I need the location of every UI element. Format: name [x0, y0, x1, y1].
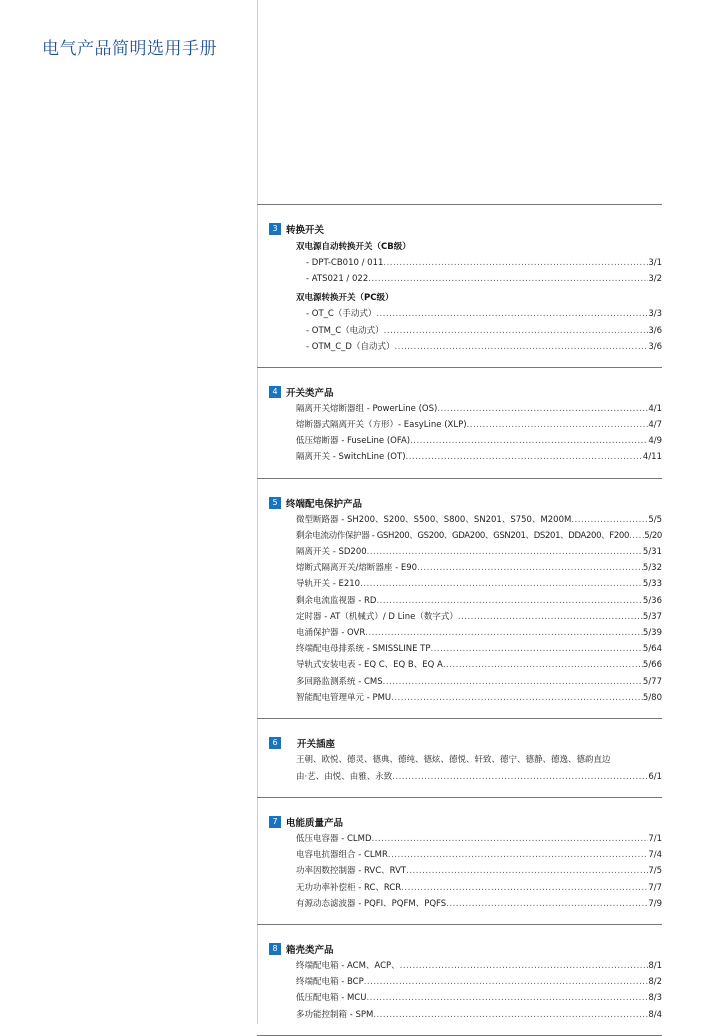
- page-number: 5/64: [642, 644, 662, 655]
- page-number: 3/6: [648, 325, 662, 336]
- dot-leader: [410, 433, 648, 449]
- dot-leader: [360, 576, 643, 592]
- entry-text: 熔断器式隔离开关（方形）- EasyLine (XLP): [296, 420, 467, 431]
- page-number: 4/9: [648, 436, 662, 447]
- page-number: 5/39: [642, 627, 662, 638]
- page-number: 5/36: [642, 595, 662, 606]
- dot-leader: [571, 512, 648, 528]
- section-title: 开关类产品: [286, 387, 334, 399]
- toc-section-4: [257, 367, 662, 478]
- entry-text: 微型断路器 - SH200、S200、S500、S800、SN201、S750、M200M: [296, 514, 572, 525]
- entry-text: - OTM_C_D（自动式）: [306, 341, 395, 352]
- toc-entry[interactable]: [296, 864, 662, 880]
- toc-section-6: [257, 718, 662, 797]
- dot-leader: [376, 593, 642, 609]
- toc-entry[interactable]: [296, 560, 662, 576]
- dot-leader: [384, 323, 649, 339]
- toc-entry[interactable]: [296, 657, 662, 673]
- toc-section-7: [257, 797, 662, 924]
- page-number: 3/3: [648, 309, 662, 320]
- dot-leader: [401, 880, 648, 896]
- dot-leader: [365, 625, 643, 641]
- page-number: 8/3: [648, 993, 662, 1004]
- dot-leader: [383, 674, 643, 690]
- page-number: 3/2: [648, 274, 662, 285]
- entry-text: 剩余电流监视器 - RD: [296, 595, 377, 606]
- toc-entry[interactable]: [296, 576, 662, 592]
- page-number: 7/1: [648, 834, 662, 845]
- entry-text: 终端配电母排系统 - SMISSLINE TP: [296, 644, 431, 655]
- section-number-badge: 5: [269, 497, 281, 509]
- entry-text: 电容电抗器组合 - CLMR: [296, 850, 388, 861]
- page-number: 5/37: [642, 611, 662, 622]
- dot-leader: [400, 958, 649, 974]
- dot-leader: [417, 560, 643, 576]
- page-number: 5/66: [642, 660, 662, 671]
- toc-entry[interactable]: [296, 625, 662, 641]
- entry-text: 剩余电流动作保护器 - GSH200、GS200、GDA200、GSN201、DS201、DDA200、F200: [296, 530, 630, 541]
- toc-group-title: 双电源自动转换开关（CB级）: [296, 242, 411, 252]
- toc-entry[interactable]: [296, 433, 662, 449]
- toc-entry[interactable]: [296, 690, 662, 706]
- dot-leader: [437, 401, 648, 417]
- entry-text: 熔断式隔离开关/熔断器座 - E90: [296, 563, 418, 574]
- dot-leader: [364, 974, 649, 990]
- dot-leader: [446, 896, 648, 912]
- toc-entry[interactable]: [296, 306, 662, 322]
- toc-entry[interactable]: [296, 255, 662, 271]
- dot-leader: [443, 657, 643, 673]
- entry-text: - OTM_C（电动式）: [306, 325, 384, 336]
- section-title: 电能质量产品: [286, 818, 344, 830]
- entry-text: 多回路监测系统 - CMS: [296, 676, 383, 687]
- section-header: [257, 942, 662, 956]
- toc-entry[interactable]: [296, 512, 662, 528]
- dot-leader: [373, 1007, 648, 1023]
- entry-text: 由·艺、由悦、由雅、永致: [296, 771, 393, 782]
- page-number: 3/6: [648, 341, 662, 352]
- toc-group-title: 双电源转换开关（PC级）: [296, 293, 394, 304]
- page-number: 4/1: [648, 403, 662, 414]
- toc-entry-line: 王朝、欧悦、德灵、德典、德纯、德炫、德悦、轩致、德宁、德静、德逸、德韵直边: [296, 754, 611, 765]
- toc-entry[interactable]: [296, 769, 662, 785]
- toc-entry[interactable]: [296, 401, 662, 417]
- entry-text: 隔离开关 - SD200: [296, 547, 367, 558]
- entry-text: 隔离开关 - SwitchLine (OT): [296, 452, 406, 463]
- toc-entry[interactable]: [296, 958, 662, 974]
- table-of-contents: [257, 204, 662, 1036]
- entry-text: 终端配电箱 - BCP: [296, 977, 364, 988]
- section-number-badge: 8: [269, 943, 281, 955]
- entry-text: 低压配电箱 - MCU: [296, 993, 367, 1004]
- toc-entry[interactable]: [296, 674, 662, 690]
- page-number: 7/7: [648, 882, 662, 893]
- toc-entry[interactable]: [296, 896, 662, 912]
- toc-entry[interactable]: [296, 417, 662, 433]
- entry-text: - ATS021 / 022: [306, 274, 369, 285]
- page-number: 3/1: [648, 257, 662, 268]
- entry-text: 电涌保护器 - OVR: [296, 627, 366, 638]
- section-header: [257, 736, 662, 750]
- entry-text: 智能配电管理单元 - PMU: [296, 692, 392, 703]
- page-number: 5/77: [642, 676, 662, 687]
- entry-text: 有源动态滤波器 - PQFI、PQFM、PQFS: [296, 898, 447, 909]
- toc-entry[interactable]: [296, 450, 662, 466]
- section-number-badge: 3: [269, 223, 281, 235]
- page-number: 5/80: [642, 692, 662, 703]
- dot-leader: [458, 609, 643, 625]
- entry-text: 无功功率补偿柜 - RC、RCR: [296, 882, 402, 893]
- toc-entry[interactable]: [296, 880, 662, 896]
- toc-entry[interactable]: [296, 831, 662, 847]
- toc-entry[interactable]: [296, 974, 662, 990]
- section-header: [257, 496, 662, 510]
- toc-section-3: [257, 204, 662, 367]
- toc-entry[interactable]: [296, 847, 662, 863]
- dot-leader: [367, 544, 643, 560]
- entry-text: 多功能控制箱 - SPM: [296, 1009, 374, 1020]
- page-number: 8/4: [648, 1009, 662, 1020]
- toc-entry[interactable]: [296, 1007, 662, 1023]
- toc-entry[interactable]: [296, 528, 662, 544]
- dot-leader: [372, 831, 649, 847]
- entry-text: - DPT-CB010 / 011: [306, 257, 384, 268]
- page-number: 5/5: [648, 514, 662, 525]
- section-number-badge: 4: [269, 386, 281, 398]
- dot-leader: [368, 271, 648, 287]
- section-title: 开关插座: [297, 738, 336, 750]
- page-number: 8/2: [648, 977, 662, 988]
- section-title: 转换开关: [286, 225, 325, 236]
- entry-text: 隔离开关熔断器组 - PowerLine (OS): [296, 403, 438, 414]
- dot-leader: [388, 847, 648, 863]
- page-number: 7/9: [648, 898, 662, 909]
- dot-leader: [383, 255, 648, 271]
- entry-text: 导轨式安装电表 - EQ C、EQ B、EQ A: [296, 660, 443, 671]
- page-number: 6/1: [648, 771, 662, 782]
- section-header: [257, 815, 662, 829]
- dot-leader: [431, 641, 643, 657]
- toc-section-8: [257, 924, 662, 1036]
- section-header: [257, 385, 662, 399]
- page-number: 4/11: [642, 452, 662, 463]
- page-number: 8/1: [648, 961, 662, 972]
- dot-leader: [394, 339, 648, 355]
- section-number-badge: 6: [269, 737, 281, 749]
- toc-section-5: [257, 478, 662, 718]
- dot-leader: [406, 450, 643, 466]
- toc-entry[interactable]: [296, 323, 662, 339]
- toc-entry[interactable]: [296, 990, 662, 1006]
- toc-entry[interactable]: [296, 544, 662, 560]
- page-number: 7/5: [648, 866, 662, 877]
- section-title: 终端配电保护产品: [286, 498, 363, 510]
- entry-text: 低压熔断器 - FuseLine (OFA): [296, 436, 411, 447]
- entry-text: 低压电容器 - CLMD: [296, 834, 372, 845]
- toc-entry[interactable]: [296, 271, 662, 287]
- page-number: 5/20: [644, 530, 662, 541]
- entry-text: 终端配电箱 - ACM、ACP、: [296, 961, 400, 972]
- entry-text: 定时器 - AT（机械式）/ D Line（数字式）: [296, 611, 458, 622]
- dot-leader: [366, 990, 648, 1006]
- dot-leader: [629, 528, 644, 544]
- toc-entry[interactable]: [296, 593, 662, 609]
- section-header: [257, 222, 662, 236]
- dot-leader: [376, 306, 648, 322]
- page-number: 5/31: [642, 547, 662, 558]
- dot-leader: [467, 417, 649, 433]
- section-number-badge: 7: [269, 816, 281, 828]
- dot-leader: [392, 769, 648, 785]
- document-title: 电气产品简明选用手册: [42, 39, 217, 59]
- entry-text: - OT_C（手动式）: [306, 309, 377, 320]
- section-title: 箱壳类产品: [286, 945, 334, 957]
- toc-entry[interactable]: [296, 609, 662, 625]
- toc-entry[interactable]: [296, 339, 662, 355]
- entry-text: 导轨开关 - E210: [296, 579, 361, 590]
- entry-text: 功率因数控制器 - RVC、RVT: [296, 866, 407, 877]
- dot-leader: [406, 864, 648, 880]
- page-number: 5/33: [642, 579, 662, 590]
- toc-entry[interactable]: [296, 641, 662, 657]
- page-number: 7/4: [648, 850, 662, 861]
- dot-leader: [391, 690, 643, 706]
- page-number: 5/32: [642, 563, 662, 574]
- page-number: 4/7: [648, 420, 662, 431]
